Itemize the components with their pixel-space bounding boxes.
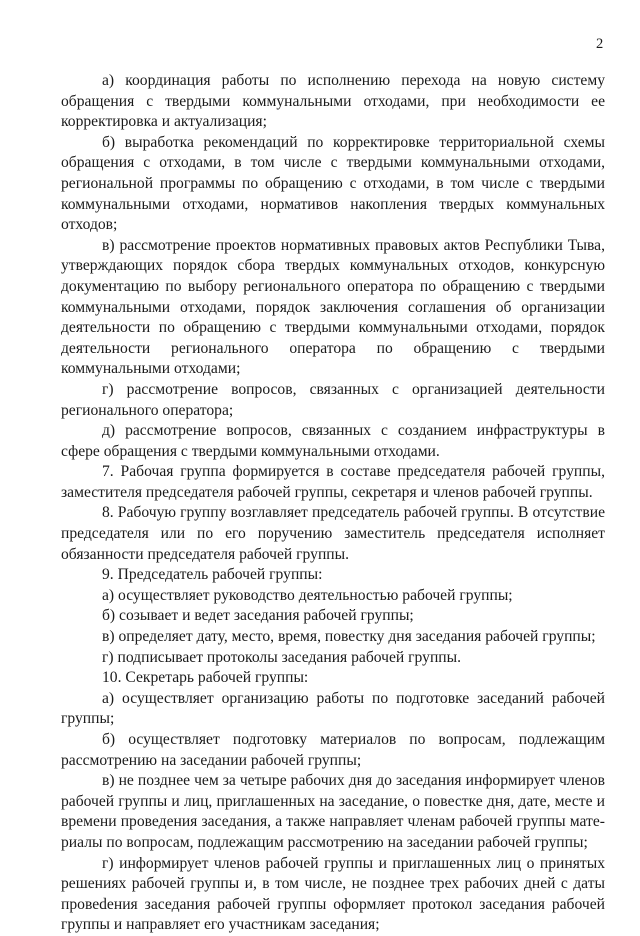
paragraph-chairman-b: б) созывает и ведет заседания рабочей группы; [102, 607, 414, 625]
paragraph-secretary-g: г) информирует членов рабочей группы и приглашенных лиц о принятых решениях рабочей группы и, в том числе, не позднее трех рабочих дней с даты провеdения заседания рабочей группы оформляет протокол заседания рабочей группы и направляет его участникам заседания; [61, 854, 605, 934]
page-number: 2 [596, 36, 604, 52]
paragraph-task-v: в) рассмотрение проектов нормативных правовых актов Республики Тыва, утверждающих порядок сбора твердых коммунальных отходов, конкурсную документацию по выбору регионального оператора по обращению с твердыми коммунальными отходами, порядок заключения соглашения об организации деятельности по обращению с твердыми коммунальными отходами, порядок деятельности регионального оператора по обращению с твердыми коммунальными отходами; [61, 236, 605, 378]
paragraph-chairman-a: а) осуществляет руководство деятельностью рабочей группы; [102, 586, 513, 604]
document-body [61, 71, 605, 936]
paragraph-7-composition: 7. Рабочая группа формируется в составе председателя рабочей группы, заместителя председателя рабочей группы, секретаря и членов рабочей группы. [61, 463, 605, 501]
paragraph-secretary-v: в) не позднее чем за четыре рабочих дня до заседания информирует членов рабочей группы и лиц, приглашенных на заседание, о повестке дня, дате, месте и времени проведения заседания, а также направляет членам рабочей группы материалы по вопросам, подлежащим рассмотрению на заседании рабочей группы; [61, 772, 605, 851]
paragraph-chairman-g: г) подписывает протоколы заседания рабочей группы. [102, 648, 462, 666]
paragraph-secretary-b: б) осуществляет подготовку материалов по вопросам, подлежащим рассмотрению на заседании рабочей группы; [61, 731, 605, 769]
paragraph-task-d: д) рассмотрение вопросов, связанных с созданием инфраструктуры в сфере обращения с твердыми коммунальными отходами. [61, 422, 605, 460]
paragraph-10-secretary-heading: 10. Секретарь рабочей группы: [102, 669, 309, 687]
paragraph-task-b: б) выработка рекомендаций по корректировке территориальной схемы обращения с отходами, в том числе с твердыми коммунальными отходами, региональной программы по обращению с отходами, в том числе с твердыми коммунальными отходами, нормативов накопления твердых коммунальных отходов; [61, 133, 605, 234]
paragraph-secretary-a: а) осуществляет организацию работы по подготовке заседаний рабочей группы; [61, 689, 605, 728]
paragraph-task-a: а) координация работы по исполнению перехода на новую систему обращения с твердыми коммунальными отходами, при необходимости ее корректировка и актуализация; [61, 72, 605, 131]
paragraph-task-g: г) рассмотрение вопросов, связанных с организацией деятельности регионального оператора; [61, 380, 605, 419]
paragraph-chairman-v: в) определяет дату, место, время, повестку дня заседания рабочей группы; [102, 628, 596, 646]
paragraph-9-chairman-heading: 9. Председатель рабочей группы: [102, 566, 323, 584]
paragraph-8-leadership: 8. Рабочую группу возглавляет председатель рабочей группы. В отсутствие председателя или по его поручению заместитель председателя исполняет обязанности председателя рабочей группы. [61, 504, 605, 563]
